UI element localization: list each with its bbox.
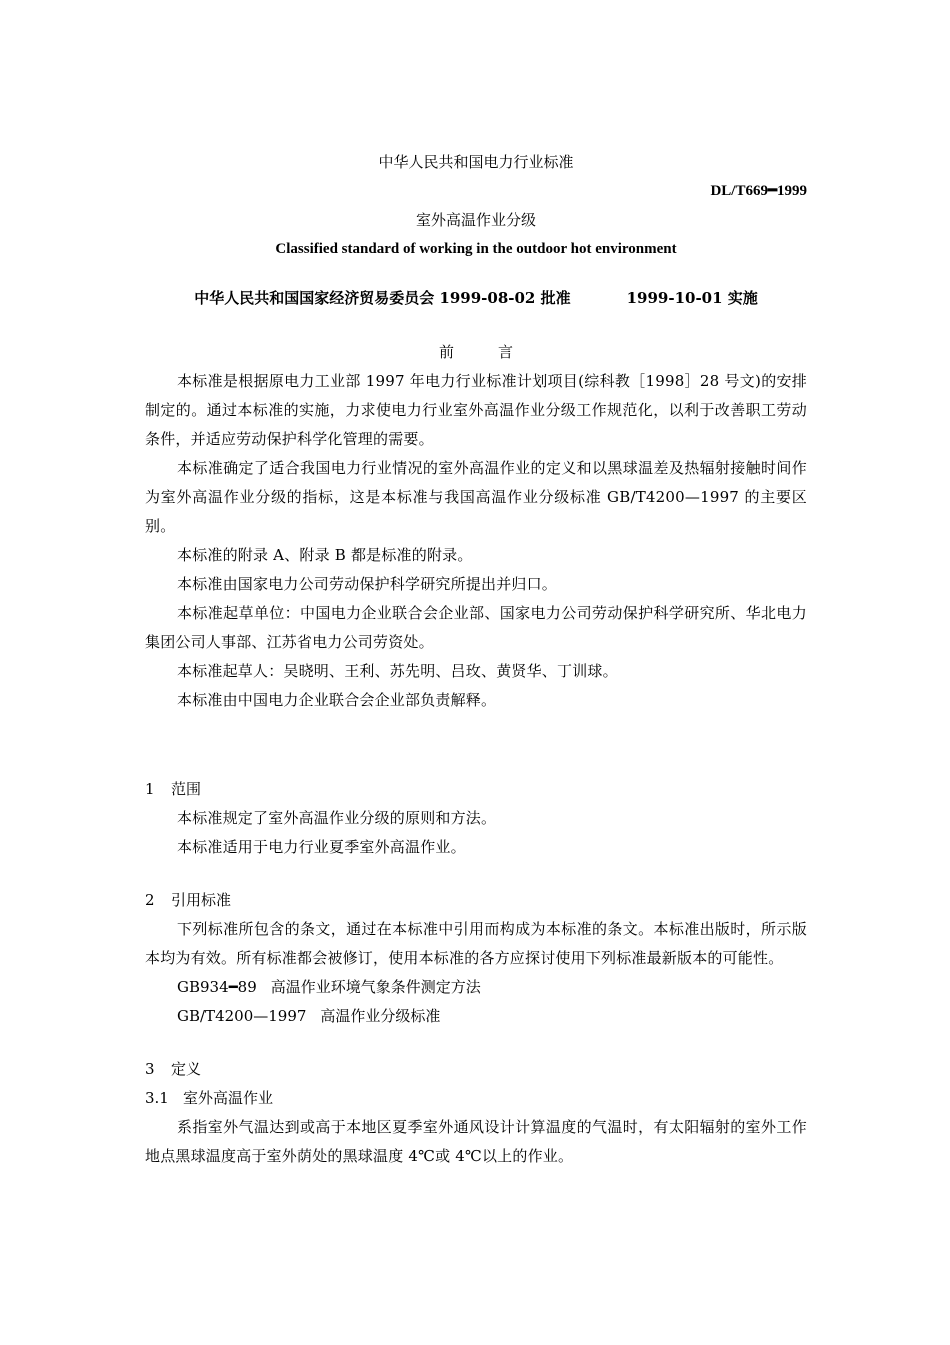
reference-item (145, 1002, 807, 1031)
document-title-en: Classified standard of working in the outdoor hot environment (275, 241, 677, 257)
section-heading (145, 775, 807, 804)
subsection-number: 3.1 (145, 1089, 169, 1107)
preface-paragraph: 本标准是根据原电力工业部 1997 年电力行业标准计划项目(综科教［1998］28 号文)的安排制定的。通过本标准的实施，力求使电力行业室外高温作业分级工作规范化，以利于改善职工劳动条件，并适应劳动保护科学化管理的需要。 (145, 372, 807, 448)
section-paragraph: 下列标准所包含的条文，通过在本标准中引用而构成为本标准的条文。本标准出版时，所示版本均为有效。所有标准都会被修订，使用本标准的各方应探讨使用下列标准最新版本的可能性。 (145, 920, 807, 967)
preface-heading (145, 338, 807, 367)
section-title: 定义 (171, 1060, 202, 1078)
section-paragraph: 本标准规定了室外高温作业分级的原则和方法。 (177, 809, 497, 827)
preface-paragraph: 本标准由中国电力企业联合会企业部负责解释。 (177, 691, 497, 709)
document-page (145, 148, 807, 1171)
section-number: 3 (145, 1060, 155, 1078)
reference-code: GB934━89 (177, 978, 257, 996)
approval-line (145, 284, 807, 313)
preface-paragraph: 本标准确定了适合我国电力行业情况的室外高温作业的定义和以黑球温差及热辐射接触时间作为室外高温作业分级的指标，这是本标准与我国高温作业分级标准 GB/T4200—1997 的主要区别。 (145, 459, 807, 535)
section-paragraph: 系指室外气温达到或高于本地区夏季室外通风设计计算温度的气温时，有太阳辐射的室外工作地点黑球温度高于室外荫处的黑球温度 4℃或 4℃以上的作业。 (145, 1118, 807, 1165)
reference-item (145, 973, 807, 1002)
reference-code: GB/T4200—1997 (177, 1007, 307, 1025)
section-number: 2 (145, 891, 155, 909)
document-title-cn: 室外高温作业分级 (415, 211, 536, 229)
reference-name: 高温作业环境气象条件测定方法 (270, 978, 481, 996)
preface-heading-left: 前 (438, 343, 454, 361)
preface-heading-right: 言 (498, 343, 514, 361)
preface-paragraph: 本标准起草单位：中国电力企业联合会企业部、国家电力公司劳动保护科学研究所、华北电力集团公司人事部、江苏省电力公司劳资处。 (145, 604, 807, 651)
section-paragraph: 本标准适用于电力行业夏季室外高温作业。 (177, 838, 466, 856)
preface-paragraph: 本标准由国家电力公司劳动保护科学研究所提出并归口。 (177, 575, 558, 593)
section-heading (145, 886, 807, 915)
standard-number: DL/T669━1999 (710, 183, 807, 199)
preface-paragraph: 本标准起草人：吴晓明、王利、苏先明、吕玫、黄贤华、丁训球。 (177, 662, 618, 680)
section-number: 1 (145, 780, 155, 798)
approval-text: 中华人民共和国国家经济贸易委员会 1999-08-02 批准 (194, 289, 571, 307)
section-title: 范围 (171, 780, 202, 798)
reference-name: 高温作业分级标准 (320, 1007, 441, 1025)
section-heading (145, 1055, 807, 1084)
subsection-title: 室外高温作业 (183, 1089, 274, 1107)
issuer-title: 中华人民共和国电力行业标准 (378, 153, 574, 171)
subsection-heading (145, 1084, 807, 1113)
section-title: 引用标准 (171, 891, 232, 909)
preface-paragraph: 本标准的附录 A、附录 B 都是标准的附录。 (177, 546, 473, 564)
implementation-text: 1999-10-01 实施 (626, 289, 758, 307)
